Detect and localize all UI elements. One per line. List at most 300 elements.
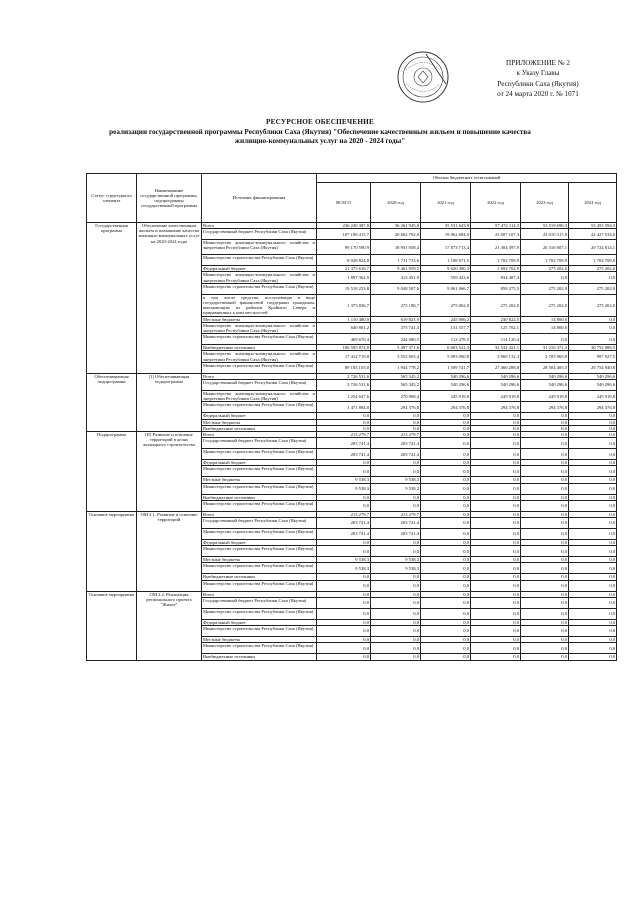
row-total-value: 9 538,3	[317, 483, 371, 494]
row-year-value: 0,0	[569, 432, 617, 438]
row-year-value: 0,0	[471, 546, 521, 557]
row-year-value: 0,0	[521, 591, 569, 597]
row-year-value: 0,0	[371, 637, 421, 643]
row-total-value: 0,0	[317, 466, 371, 477]
row-total-value: 469 670,4	[317, 334, 371, 345]
row-source: Министерство жилищно-коммунального хозяйства и энергетики Республики Саха (Якутия)	[203, 272, 315, 283]
row-program-name: Обеспечение качественным жильем и повышение качества жилищно-коммунальных услуг на 2020-2024 годы	[137, 223, 202, 374]
document-title	[80, 118, 560, 147]
row-year-value: 0,0	[569, 654, 617, 660]
row-year-value: 0,0	[471, 477, 521, 483]
row-year-value: 1 188 971,5	[421, 255, 471, 266]
row-year-value: 0,0	[421, 619, 471, 625]
row-year-value: 36 261 945,0	[371, 223, 421, 229]
row-year-value: 0,0	[569, 529, 617, 540]
row-total-value: 107 190 415,7	[317, 229, 371, 240]
row-year-value: 0,0	[421, 449, 471, 460]
row-year-value: 245 006,2	[421, 316, 471, 322]
row-year-value: 0,0	[421, 637, 471, 643]
row-year-value: 0,0	[421, 540, 471, 546]
row-status: Основное мероприятие	[87, 511, 137, 591]
row-total-value: 21 375 616,7	[317, 266, 371, 272]
row-source: Всего	[202, 223, 317, 229]
row-source: Внебюджетные источники	[202, 494, 317, 500]
header-status: Статус структурного элемента	[87, 174, 137, 223]
title-line-3: жилищно-коммунальных услуг на 2020 - 2024 годы"	[234, 137, 406, 146]
row-year-value: 0,0	[371, 466, 421, 477]
row-year-value: 1 702 709,9	[471, 255, 521, 266]
row-year-value: 0,0	[471, 529, 521, 540]
row-year-value: 375 741,4	[371, 322, 421, 333]
row-source: Внебюджетные источники	[202, 574, 317, 580]
row-year-value: 540 296,6	[521, 380, 569, 391]
row-source: Министерство строительства Республики Саха (Якутия)	[202, 580, 317, 591]
row-total-value: 2 726 531,6	[317, 373, 371, 379]
header-year: ВСЕГО	[317, 183, 371, 223]
row-source: Министерство строительства Республики Саха (Якутия)	[202, 466, 317, 477]
row-total-value: 0,0	[317, 540, 371, 546]
row-year-value: 0,0	[569, 425, 617, 431]
row-year-value: 0,0	[421, 419, 471, 425]
row-year-value: 20 316 607,1	[521, 240, 569, 255]
row-year-value: 30 752 888,5	[569, 345, 617, 351]
row-year-value: 294 376,8	[371, 402, 421, 413]
header-source: Источник финансирования	[202, 174, 317, 223]
row-year-value: 997 927,5	[569, 351, 617, 362]
row-year-value: 540 296,6	[569, 373, 617, 379]
row-total-value: 203 741,4	[317, 529, 371, 540]
row-year-value: 0,0	[421, 460, 471, 466]
row-status: Подпрограмма	[87, 432, 137, 512]
row-year-value: 0,0	[521, 511, 569, 517]
row-year-value: 0,0	[471, 597, 521, 608]
row-year-value: 20 724 814,1	[569, 240, 617, 255]
row-year-value: 203 741,4	[371, 449, 421, 460]
row-total-value: 9 538,3	[317, 477, 371, 483]
row-year-value: 275 202,0	[521, 283, 569, 294]
row-year-value: 0,0	[521, 608, 569, 619]
row-year-value: 27 460 288,8	[471, 362, 521, 373]
row-total-value: 1 110 480,0	[317, 316, 371, 322]
appendix-block	[453, 58, 623, 100]
row-source: Министерство строительства Республики Саха (Якутия)	[202, 483, 317, 494]
row-year-value: 0,0	[471, 466, 521, 477]
header-name: Наименование государственной программы, подпрограммы государственной программы	[137, 174, 202, 223]
row-year-value: 1 702 709,9	[569, 255, 617, 266]
row-year-value: 9 538,3	[371, 483, 421, 494]
row-source: Внебюджетные источники	[202, 425, 317, 431]
row-year-value: 0,0	[371, 419, 421, 425]
row-total-value: 89 183 155,0	[317, 362, 371, 373]
row-year-value: 0,0	[471, 494, 521, 500]
row-year-value: 0,0	[421, 591, 471, 597]
row-year-value: 858 275,5	[471, 283, 521, 294]
row-source: Федеральный бюджет	[202, 540, 317, 546]
row-year-value: 0,0	[371, 626, 421, 637]
header-year: 2023 год	[521, 183, 569, 223]
row-total-value: 0,0	[317, 419, 371, 425]
row-total-value: 0,0	[317, 460, 371, 466]
row-year-value: 5 497 371,6	[371, 345, 421, 351]
row-year-value: 31 210 371,3	[521, 345, 569, 351]
row-year-value: 213 279,7	[371, 511, 421, 517]
row-year-value: 0,0	[471, 419, 521, 425]
row-year-value: 29 754 940,8	[569, 362, 617, 373]
row-year-value: 203 741,4	[371, 518, 421, 529]
row-year-value: 0,0	[371, 654, 421, 660]
row-total-value: 0,0	[317, 626, 371, 637]
row-total-value: 1 375 836,7	[317, 294, 371, 316]
row-year-value: 0,0	[421, 580, 471, 591]
row-year-value: 0,0	[569, 619, 617, 625]
row-total-value: 19 518 253,8	[317, 283, 371, 294]
row-total-value: 0,0	[317, 494, 371, 500]
row-year-value: 203 741,4	[371, 529, 421, 540]
row-year-value: 0,0	[371, 643, 421, 654]
row-year-value: 0,0	[569, 591, 617, 597]
row-year-value: 21 304 397,9	[471, 240, 521, 255]
appendix-line: ПРИЛОЖЕНИЕ № 2	[506, 59, 570, 67]
row-year-value: 9 538,3	[371, 557, 421, 563]
row-year-value: 0,0	[421, 477, 471, 483]
row-year-value: 0,0	[471, 500, 521, 511]
row-year-value: 1 944 778,2	[371, 362, 421, 373]
row-source: Государственный бюджет Республики Саха (Якутия)	[202, 380, 317, 391]
row-year-value: 0,0	[569, 643, 617, 654]
row-year-value: 0,0	[569, 483, 617, 494]
row-year-value: 0,0	[371, 619, 421, 625]
row-year-value: 0,0	[569, 438, 617, 449]
row-year-value: 245 919,8	[471, 391, 521, 402]
title-line-1: РЕСУРСНОЕ ОБЕСПЕЧЕНИЕ	[266, 118, 374, 126]
row-source: Министерство жилищно-коммунального хозяйства и энергетики Республики Саха (Якутия)	[203, 322, 315, 334]
row-source: Министерство строительства Республики Саха (Якутия)	[202, 608, 317, 619]
row-year-value: 0,0	[521, 518, 569, 529]
row-total-value: 0,0	[317, 413, 371, 419]
row-source: Министерство жилищно-коммунального хозяйства и энергетики Республики Саха (Якутия)	[202, 240, 317, 255]
row-total-value: 8 028 824,8	[317, 255, 371, 266]
row-year-value: 0,0	[521, 643, 569, 654]
row-year-value: 9 538,3	[371, 563, 421, 574]
row-year-value: 20 662 792,0	[371, 229, 421, 240]
row-year-value: 114 120,4	[471, 334, 521, 345]
row-status: Основное мероприятие	[87, 591, 137, 660]
row-year-value: 0,0	[569, 511, 617, 517]
row-year-value: 0,0	[569, 563, 617, 574]
row-source: Федеральный бюджет	[202, 413, 317, 419]
row-year-value: 2 705 965,8	[521, 351, 569, 362]
row-total-value: 1 471 884,0	[317, 402, 371, 413]
row-year-value: 0,0	[569, 494, 617, 500]
row-year-value: 0,0	[471, 511, 521, 517]
row-year-value: 834 487,4	[471, 272, 521, 283]
appendix-line: от 24 марта 2020 г. № 1071	[497, 90, 579, 99]
row-year-value: 244 080,5	[371, 334, 421, 345]
row-year-value: 14 800,0	[521, 322, 569, 333]
row-year-value: 0,0	[471, 626, 521, 637]
row-total-value: 0,0	[317, 608, 371, 619]
row-source: в том числе средства, поступающие в виде государственной финансовой поддержки гражданам, выезжающим из районов Крайнего Севера и приравненных к ним местностей	[203, 294, 315, 316]
row-year-value: 35 531 643,9	[421, 223, 471, 229]
row-year-value: 0,0	[521, 574, 569, 580]
row-year-value: 0,0	[421, 608, 471, 619]
row-source: Местные бюджеты	[202, 477, 317, 483]
row-year-value: 0,0	[521, 438, 569, 449]
row-year-value: 294 376,8	[521, 402, 569, 413]
row-year-value: 0,0	[371, 597, 421, 608]
row-total-value: 0,0	[317, 500, 371, 511]
row-year-value: 6 603 522,3	[421, 345, 471, 351]
row-year-value: 294 376,8	[569, 402, 617, 413]
row-year-value: 9 061 066,7	[421, 283, 471, 294]
row-year-value: 0,0	[521, 334, 569, 345]
row-total-value: 203 741,4	[317, 438, 371, 449]
row-source: Министерство строительства Республики Саха (Якутия)	[202, 563, 317, 574]
row-status: Обеспечивающая подпрограмма	[87, 373, 137, 431]
row-year-value: 0,0	[421, 432, 471, 438]
row-total-value: 203 741,4	[317, 449, 371, 460]
row-source: Министерство строительства Республики Саха (Якутия)	[202, 255, 317, 266]
row-year-value: 0,0	[569, 466, 617, 477]
row-year-value: 0,0	[521, 477, 569, 483]
row-year-value: 0,0	[421, 654, 471, 660]
row-year-value: 3 552 603,4	[371, 351, 421, 362]
row-year-value: 0,0	[521, 272, 569, 283]
row-year-value: 0,0	[569, 540, 617, 546]
header-volume: Объемы бюджетных ассигнований	[317, 174, 617, 183]
row-year-value: 0,0	[521, 557, 569, 563]
row-source: Федеральный бюджет	[202, 266, 317, 272]
row-year-value: 275 202,0	[471, 294, 521, 316]
row-total-value: 0,0	[317, 574, 371, 580]
row-total-value: 0,0	[317, 425, 371, 431]
official-seal	[396, 50, 450, 104]
row-year-value: 0,0	[421, 425, 471, 431]
row-year-value: 0,0	[371, 494, 421, 500]
row-year-value: 0,0	[569, 597, 617, 608]
row-year-value: 18 951 058,4	[371, 240, 421, 255]
row-source: Министерство строительства Республики Саха (Якутия)	[202, 626, 317, 637]
row-year-value: 0,0	[371, 608, 421, 619]
row-program-name: [II] Развитие и освоение территорий в целях жилищного строительства	[137, 432, 202, 512]
row-source: Всего	[202, 432, 317, 438]
row-program-name: ОМ 2.1. Развитие и освоение территорий	[137, 511, 202, 591]
row-year-value: 0,0	[569, 518, 617, 529]
row-year-value: 0,0	[521, 563, 569, 574]
header-year: 2022 год	[471, 183, 521, 223]
row-year-value: 0,0	[471, 557, 521, 563]
row-year-value: 540 296,6	[569, 380, 617, 391]
row-year-value: 0,0	[569, 477, 617, 483]
row-source: Федеральный бюджет	[202, 460, 317, 466]
row-year-value: 53 455 594,3	[569, 223, 617, 229]
header-year: 2021 год	[421, 183, 471, 223]
row-year-value: 5 093 090,8	[421, 351, 471, 362]
row-year-value: 125 702,1	[471, 322, 521, 333]
row-status: Государственная программа	[87, 223, 137, 374]
row-year-value: 0,0	[521, 529, 569, 540]
row-total-value: 1 897 362,9	[317, 272, 371, 283]
row-year-value: 230 822,5	[471, 316, 521, 322]
row-source: Министерство строительства Республики Саха (Якутия)	[202, 500, 317, 511]
row-year-value: 0,0	[569, 449, 617, 460]
row-year-value: 213 279,7	[371, 432, 421, 438]
row-source: Местные бюджеты	[202, 419, 317, 425]
row-total-value: 0,0	[317, 591, 371, 597]
row-source: Всего	[202, 511, 317, 517]
row-year-value: 0,0	[421, 563, 471, 574]
row-source: Министерство строительства Республики Саха (Якутия)	[202, 283, 317, 294]
row-year-value: 0,0	[521, 413, 569, 419]
table-body	[87, 223, 617, 661]
row-total-value: 213 279,7	[317, 432, 371, 438]
row-total-value: 0,0	[317, 637, 371, 643]
row-year-value: 540 296,6	[421, 373, 471, 379]
row-year-value: 245 919,8	[569, 391, 617, 402]
row-year-value: 0,0	[521, 432, 569, 438]
row-year-value: 0,0	[521, 419, 569, 425]
row-year-value: 0,0	[471, 591, 521, 597]
row-year-value: 0,0	[421, 626, 471, 637]
row-year-value: 203 741,4	[371, 438, 421, 449]
row-year-value: 0,0	[421, 643, 471, 654]
row-year-value: 275 062,0	[421, 294, 471, 316]
row-year-value: 0,0	[421, 438, 471, 449]
row-year-value: 22 427 534,0	[569, 229, 617, 240]
row-year-value: 9 048 507,6	[371, 283, 421, 294]
row-total-value: 236 240 387,8	[317, 223, 371, 229]
row-year-value: 0,0	[471, 413, 521, 419]
row-program-name: [1] Обеспечивающая подпрограмма	[137, 373, 202, 431]
row-year-value: 275 202,0	[521, 266, 569, 272]
row-source: Министерство строительства Республики Саха (Якутия)	[202, 402, 317, 413]
row-year-value: 131 557,7	[421, 322, 471, 333]
row-year-value: 0,0	[521, 494, 569, 500]
row-year-value: 0,0	[521, 460, 569, 466]
row-year-value: 0,0	[569, 608, 617, 619]
row-total-value: 9 538,3	[317, 557, 371, 563]
row-year-value: 0,0	[471, 637, 521, 643]
row-source: Министерство строительства Республики Саха (Якутия)	[202, 449, 317, 460]
row-year-value: 0,0	[471, 574, 521, 580]
row-year-value: 0,0	[569, 546, 617, 557]
row-total-value: 2 726 531,6	[317, 380, 371, 391]
row-year-value: 0,0	[521, 483, 569, 494]
row-source: Государственный бюджет Республики Саха (Якутия)	[202, 438, 317, 449]
row-year-value: 0,0	[421, 413, 471, 419]
row-year-value: 0,0	[521, 580, 569, 591]
row-year-value: 0,0	[371, 546, 421, 557]
row-year-value: 0,0	[521, 626, 569, 637]
row-year-value: 0,0	[521, 597, 569, 608]
row-year-value: 32 532 421,1	[471, 345, 521, 351]
row-year-value: 0,0	[471, 425, 521, 431]
row-total-value: 0,0	[317, 597, 371, 608]
row-year-value: 28 504 405,5	[521, 362, 569, 373]
row-year-value: 0,0	[471, 438, 521, 449]
row-total-value: 0,0	[317, 643, 371, 654]
row-year-value: 9 620 490,3	[421, 266, 471, 272]
row-source: Министерство строительства Республики Саха (Якутия)	[202, 529, 317, 540]
row-year-value: 0,0	[521, 637, 569, 643]
header-year: 2020 год	[371, 183, 421, 223]
row-source: Государственный бюджет Республики Саха (Якутия)	[202, 597, 317, 608]
row-source: Государственный бюджет Республики Саха (Якутия)	[202, 229, 317, 240]
row-year-value: 0,0	[421, 518, 471, 529]
row-year-value: 9 461 959,5	[371, 266, 421, 272]
row-year-value: 22 010 317,0	[521, 229, 569, 240]
row-year-value: 113 478,5	[421, 334, 471, 345]
row-year-value: 0,0	[421, 597, 471, 608]
row-source: Государственный бюджет Республики Саха (Якутия)	[202, 518, 317, 529]
row-program-name: ОМ 2.2. Реализация регионального проекта "Жилье"	[137, 591, 202, 660]
row-year-value: 0,0	[521, 540, 569, 546]
row-year-value: 0,0	[371, 460, 421, 466]
row-year-value: 0,0	[521, 425, 569, 431]
row-year-value: 540 296,6	[421, 380, 471, 391]
row-total-value: 213 279,7	[317, 511, 371, 517]
appendix-line: к Указу Главы	[516, 69, 560, 78]
row-year-value: 0,0	[471, 619, 521, 625]
row-year-value: 275 188,7	[371, 294, 421, 316]
row-source: Министерство строительства Республики Саха (Якутия)	[202, 546, 317, 557]
header-year: 2024 год	[569, 183, 617, 223]
row-year-value: 0,0	[569, 557, 617, 563]
row-source: Министерство строительства Республики Саха (Якутия)	[202, 643, 317, 654]
row-source: Федеральный бюджет	[202, 619, 317, 625]
row-year-value: 0,0	[471, 608, 521, 619]
row-year-value: 0,0	[421, 500, 471, 511]
row-year-value: 0,0	[371, 425, 421, 431]
row-total-value: 0,0	[317, 580, 371, 591]
row-source: Местные бюджеты	[202, 557, 317, 563]
title-line-2: реализации государственной программы Республики Саха (Якутия) "Обеспечение качественным жильем и повышение качества	[109, 127, 531, 136]
row-year-value: 53 519 690,3	[521, 223, 569, 229]
row-total-value: 640 801,2	[317, 322, 371, 333]
row-year-value: 0,0	[371, 591, 421, 597]
appendix-line: Республики Саха (Якутия)	[497, 79, 579, 88]
row-year-value: 275 202,0	[521, 294, 569, 316]
row-year-value: 0,0	[521, 449, 569, 460]
row-year-value: 0,0	[521, 619, 569, 625]
row-year-value: 0,0	[569, 500, 617, 511]
row-year-value: 540 296,6	[471, 380, 521, 391]
row-year-value: 0,0	[471, 483, 521, 494]
row-year-value: 1 711 733,6	[371, 255, 421, 266]
row-year-value: 540 296,6	[521, 373, 569, 379]
row-year-value: 1 702 709,9	[521, 255, 569, 266]
row-year-value: 294 376,8	[471, 402, 521, 413]
row-year-value: 14 800,0	[521, 316, 569, 322]
row-year-value: 57 472 114,3	[471, 223, 521, 229]
row-source: Местные бюджеты	[202, 637, 317, 643]
row-year-value: 0,0	[569, 322, 617, 333]
row-year-value: 565 345,2	[371, 380, 421, 391]
row-year-value: 0,0	[471, 460, 521, 466]
row-year-value: 245 919,8	[421, 391, 471, 402]
row-year-value: 0,0	[569, 460, 617, 466]
row-year-value: 0,0	[569, 272, 617, 283]
row-total-value: 106 595 874,8	[317, 345, 371, 351]
row-year-value: 0,0	[569, 637, 617, 643]
row-year-value: 565 345,2	[371, 373, 421, 379]
row-year-value: 1 692 762,9	[471, 266, 521, 272]
row-total-value: 99 170 590,9	[317, 240, 371, 255]
row-source: Местные бюджеты	[202, 316, 317, 322]
row-year-value: 3 069 132,3	[471, 351, 521, 362]
row-year-value: 0,0	[471, 580, 521, 591]
row-year-value: 0,0	[569, 413, 617, 419]
